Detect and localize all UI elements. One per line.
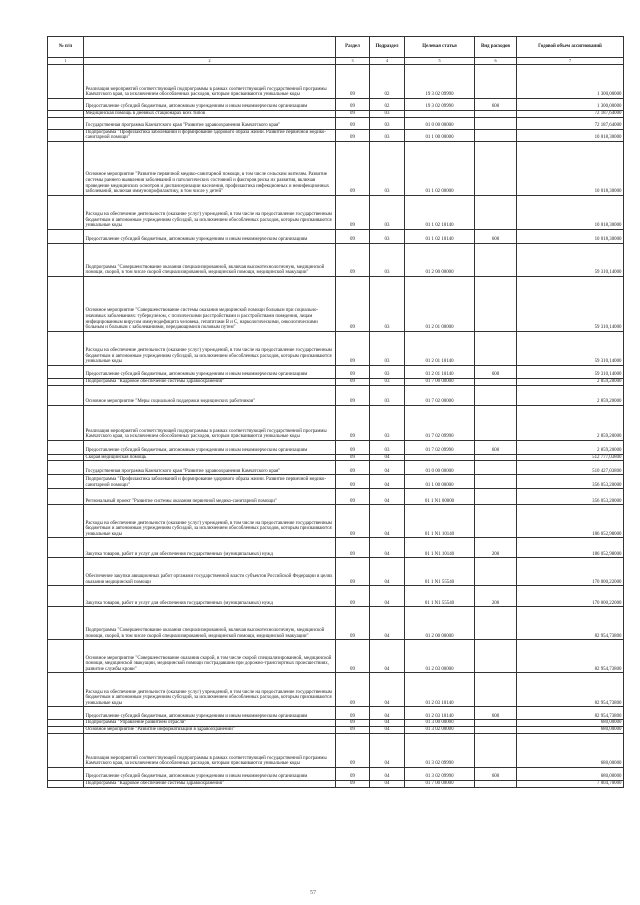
row-podrazdel-cell: 02 — [370, 99, 405, 111]
row-sum-cell: 2 859,20000 — [517, 385, 624, 405]
row-sum-cell: 72 187,64000 — [517, 117, 624, 129]
row-num-cell — [48, 733, 84, 767]
colnum-2: 2 — [84, 58, 336, 65]
row-sum-cell: 1 300,00000 — [517, 65, 624, 99]
row-podrazdel-cell: 04 — [370, 767, 405, 780]
row-sum-cell: 10 018,30000 — [517, 195, 624, 229]
row-sum-cell: 512 777,03800 — [517, 454, 624, 461]
row-statya-cell: 01 0 00 00000 — [405, 461, 475, 475]
row-name-cell: Реализация мероприятий соответствующей подпрограммы в рамках соответствующей государственной программы Камчатского края, за исключением обособленных расходов, которым присваиваются уникальные коды — [84, 65, 336, 99]
row-statya-cell: 01 1 N1 10140 — [405, 538, 475, 558]
row-name-cell: Подпрограмма "Совершенствование оказания специализированной, включая высокотехнологичную, медицинской помощи, скорой, в том числе скорой специализированной, медицинской помощи, медицинской эвакуации" — [84, 243, 336, 276]
row-statya-cell — [405, 454, 475, 461]
row-vid-cell — [475, 489, 517, 505]
row-name-cell: Государственная программа Камчатского края "Развитие здравоохранения Камчатского края" — [84, 461, 336, 475]
row-podrazdel-cell: 03 — [370, 195, 405, 229]
row-name-cell: Закупка товаров, работ и услуг для обеспечения государственных (муниципальных) нужд — [84, 538, 336, 558]
row-vid-cell — [475, 607, 517, 640]
table-row — [48, 640, 624, 673]
row-num-cell — [48, 111, 84, 118]
row-sum-cell: 7 004,70000 — [517, 780, 624, 787]
row-name-cell: Государственная программа Камчатского края "Развитие здравоохранения Камчатского края" — [84, 117, 336, 129]
row-statya-cell: 01 2 03 10140 — [405, 707, 475, 720]
row-podrazdel-cell: 04 — [370, 558, 405, 586]
header-podrazdel: Подраздел — [370, 37, 405, 58]
row-name-cell: Реализация мероприятий соответствующей подпрограммы в рамках соответствующей государственной программы Камчатского края, за исключением обособленных расходов, которым присваиваются уникальные коды — [84, 733, 336, 767]
row-name-cell: Обеспечение закупки авиационных работ органами государственной власти субъектов Российской Федерации в целях оказания медицинской помощи — [84, 558, 336, 586]
row-statya-cell: 01 1 02 10140 — [405, 195, 475, 229]
table-row — [48, 461, 624, 475]
row-name-cell: Предоставление субсидий бюджетным, автономным учреждениям и иным некоммерческим организациям — [84, 365, 336, 378]
row-podrazdel-cell: 03 — [370, 378, 405, 385]
table-row — [48, 733, 624, 767]
header-statya: Целевая статья — [405, 37, 475, 58]
table-row — [48, 129, 624, 141]
page-number: 57 — [310, 890, 316, 896]
table-row — [48, 111, 624, 118]
row-razdel-cell: 09 — [336, 65, 370, 99]
row-podrazdel-cell: 03 — [370, 440, 405, 454]
row-vid-cell — [475, 640, 517, 673]
row-vid-cell — [475, 673, 517, 707]
row-num-cell — [48, 673, 84, 707]
row-statya-cell: 01 1 N1 00000 — [405, 489, 475, 505]
row-sum-cell: 2 859,20000 — [517, 405, 624, 440]
row-podrazdel-cell: 03 — [370, 229, 405, 243]
row-num-cell — [48, 99, 84, 111]
table-row — [48, 276, 624, 331]
table-row — [48, 780, 624, 787]
row-podrazdel-cell: 04 — [370, 707, 405, 720]
row-razdel-cell: 09 — [336, 640, 370, 673]
row-vid-cell — [475, 558, 517, 586]
row-sum-cell: 680,00000 — [517, 726, 624, 733]
row-statya-cell: 01 2 03 10140 — [405, 673, 475, 707]
header-razdel: Раздел — [336, 37, 370, 58]
row-statya-cell: 01 2 03 00000 — [405, 640, 475, 673]
row-name-cell: Предоставление субсидий бюджетным, автономным учреждениям и иным некоммерческим организациям — [84, 440, 336, 454]
row-name-cell: Основное мероприятие "Развитие первичной медико-санитарной помощи, в том числе сельским жителям. Развитие системы раннего выявления заболеваний и патологических состояний и факторов риска их развития, включая проведение медицинских осмотров и диспансеризации населения, профилактика инфекционных и неинфекционных заболеваний, включая иммунопрофилактику, в том числе у детей" — [84, 141, 336, 195]
row-podrazdel-cell: 03 — [370, 141, 405, 195]
header-vid: Вид расходов — [475, 37, 517, 58]
row-vid-cell — [475, 505, 517, 538]
row-razdel-cell: 09 — [336, 673, 370, 707]
row-vid-cell: 200 — [475, 586, 517, 607]
row-razdel-cell: 09 — [336, 607, 370, 640]
row-name-cell: Подпрограмма "Кадровое обеспечение системы здравоохранения" — [84, 780, 336, 787]
row-podrazdel-cell: 03 — [370, 405, 405, 440]
row-podrazdel-cell: 04 — [370, 733, 405, 767]
table-row — [48, 454, 624, 461]
table-row — [48, 767, 624, 780]
row-num-cell — [48, 780, 84, 787]
row-razdel-cell: 09 — [336, 276, 370, 331]
row-sum-cell: 10 018,30000 — [517, 229, 624, 243]
row-statya-cell: 01 7 00 00000 — [405, 378, 475, 385]
row-podrazdel-cell: 04 — [370, 720, 405, 727]
row-razdel-cell: 09 — [336, 378, 370, 385]
row-name-cell: Расходы на обеспечение деятельности (оказание услуг) учреждений, в том числе на предоставление государственным бюджетным и автономным учреждениям субсидий, за исключением обособленных расходов, которым присваиваются уникальные коды — [84, 505, 336, 538]
row-statya-cell: 01 7 02 00000 — [405, 385, 475, 405]
row-podrazdel-cell: 04 — [370, 489, 405, 505]
row-vid-cell — [475, 726, 517, 733]
row-sum-cell: 170 000,22000 — [517, 558, 624, 586]
row-statya-cell: 01 1 N1 55540 — [405, 586, 475, 607]
row-sum-cell: 10 018,30000 — [517, 129, 624, 141]
row-razdel-cell: 09 — [336, 475, 370, 489]
table-row — [48, 586, 624, 607]
row-podrazdel-cell: 04 — [370, 586, 405, 607]
row-name-cell: Реализация мероприятий соответствующей подпрограммы в рамках соответствующей государственной программы Камчатского края, за исключением обособленных расходов, которым присваиваются уникальные коды — [84, 405, 336, 440]
table-row — [48, 365, 624, 378]
row-num-cell — [48, 378, 84, 385]
row-num-cell — [48, 707, 84, 720]
table-row — [48, 243, 624, 276]
row-statya-cell: 01 1 N1 10140 — [405, 505, 475, 538]
row-vid-cell: 600 — [475, 707, 517, 720]
row-vid-cell — [475, 720, 517, 727]
row-name-cell: Подпрограмма "Профилактика заболеваний и формирование здорового образа жизни. Развитие первичной медико-санитарной помощи" — [84, 475, 336, 489]
row-vid-cell — [475, 461, 517, 475]
row-num-cell — [48, 461, 84, 475]
row-podrazdel-cell: 02 — [370, 65, 405, 99]
row-vid-cell: 600 — [475, 99, 517, 111]
row-num-cell — [48, 331, 84, 365]
table-row — [48, 607, 624, 640]
row-sum-cell: 1 300,00000 — [517, 99, 624, 111]
row-podrazdel-cell: 04 — [370, 461, 405, 475]
row-razdel-cell: 09 — [336, 365, 370, 378]
row-num-cell — [48, 767, 84, 780]
table-row — [48, 726, 624, 733]
row-num-cell — [48, 475, 84, 489]
row-razdel-cell: 09 — [336, 99, 370, 111]
row-num-cell — [48, 276, 84, 331]
row-name-cell: Предоставление субсидий бюджетным, автономным учреждениям и иным некоммерческим организациям — [84, 99, 336, 111]
header-name — [84, 37, 336, 58]
row-podrazdel-cell: 04 — [370, 780, 405, 787]
row-vid-cell — [475, 65, 517, 99]
row-num-cell — [48, 129, 84, 141]
row-statya-cell: 01 2 01 00000 — [405, 276, 475, 331]
row-vid-cell: 600 — [475, 365, 517, 378]
table-row — [48, 229, 624, 243]
row-num-cell — [48, 229, 84, 243]
table-row — [48, 378, 624, 385]
row-sum-cell: 186 052,98000 — [517, 505, 624, 538]
table-row — [48, 405, 624, 440]
row-name-cell: Основное мероприятие "Развитие информатизации в здравоохранении" — [84, 726, 336, 733]
row-num-cell — [48, 607, 84, 640]
row-podrazdel-cell: 04 — [370, 607, 405, 640]
colnum-6: 6 — [475, 58, 517, 65]
budget-table — [47, 36, 624, 788]
row-podrazdel-cell: 04 — [370, 538, 405, 558]
row-razdel-cell: 09 — [336, 331, 370, 365]
row-sum-cell: 59 310,14000 — [517, 243, 624, 276]
table-row — [48, 538, 624, 558]
row-razdel-cell: 09 — [336, 141, 370, 195]
row-statya-cell: 01 1 02 10140 — [405, 229, 475, 243]
row-sum-cell: 2 859,20000 — [517, 440, 624, 454]
row-statya-cell: 01 7 02 09990 — [405, 440, 475, 454]
row-podrazdel-cell: 04 — [370, 475, 405, 489]
table-row — [48, 489, 624, 505]
header-row — [48, 37, 624, 58]
row-podrazdel-cell: 04 — [370, 505, 405, 538]
colnum-3: 3 — [336, 58, 370, 65]
row-num-cell — [48, 141, 84, 195]
row-razdel-cell: 09 — [336, 243, 370, 276]
table-row — [48, 475, 624, 489]
row-razdel-cell: 09 — [336, 780, 370, 787]
row-podrazdel-cell: 04 — [370, 640, 405, 673]
row-razdel-cell: 09 — [336, 586, 370, 607]
table-row — [48, 141, 624, 195]
row-razdel-cell: 09 — [336, 111, 370, 118]
table-row — [48, 385, 624, 405]
row-razdel-cell: 09 — [336, 229, 370, 243]
row-name-cell: Подпрограмма "Профилактика заболеваний и формирование здорового образа жизни. Развитие первичной медико-санитарной помощи" — [84, 129, 336, 141]
row-razdel-cell: 09 — [336, 195, 370, 229]
row-name-cell: Подпрограмма "Кадровое обеспечение системы здравоохранения" — [84, 378, 336, 385]
row-statya-cell: 01 3 02 09990 — [405, 767, 475, 780]
row-statya-cell: 01 1 00 00000 — [405, 129, 475, 141]
row-num-cell — [48, 505, 84, 538]
row-vid-cell — [475, 243, 517, 276]
row-sum-cell: 82 954,73800 — [517, 640, 624, 673]
row-vid-cell — [475, 454, 517, 461]
table-row — [48, 99, 624, 111]
row-vid-cell — [475, 733, 517, 767]
row-sum-cell: 59 310,14000 — [517, 331, 624, 365]
row-sum-cell: 2 859,20000 — [517, 378, 624, 385]
row-razdel-cell: 09 — [336, 489, 370, 505]
row-sum-cell: 680,00000 — [517, 767, 624, 780]
row-vid-cell — [475, 129, 517, 141]
row-vid-cell — [475, 117, 517, 129]
table-row — [48, 65, 624, 99]
row-razdel-cell: 09 — [336, 707, 370, 720]
row-vid-cell — [475, 475, 517, 489]
row-razdel-cell: 09 — [336, 538, 370, 558]
colnum-5: 5 — [405, 58, 475, 65]
row-num-cell — [48, 558, 84, 586]
row-name-cell: Региональный проект "Развитие системы оказания первичной медико-санитарной помощи" — [84, 489, 336, 505]
table-row — [48, 558, 624, 586]
table-row — [48, 195, 624, 229]
row-vid-cell: 600 — [475, 767, 517, 780]
row-num-cell — [48, 586, 84, 607]
row-statya-cell: 01 2 01 10140 — [405, 365, 475, 378]
row-sum-cell: 82 954,73800 — [517, 607, 624, 640]
row-name-cell: Предоставление субсидий бюджетным, автономным учреждениям и иным некоммерческим организациям — [84, 229, 336, 243]
row-statya-cell: 01 0 00 00000 — [405, 117, 475, 129]
row-num-cell — [48, 726, 84, 733]
row-podrazdel-cell: 04 — [370, 726, 405, 733]
row-vid-cell — [475, 195, 517, 229]
row-statya-cell: 19 3 02 09990 — [405, 65, 475, 99]
row-vid-cell — [475, 385, 517, 405]
row-sum-cell: 59 310,14000 — [517, 365, 624, 378]
row-podrazdel-cell: 03 — [370, 117, 405, 129]
row-statya-cell: 01 7 02 09990 — [405, 405, 475, 440]
row-name-cell: Медицинская помощь в дневных стационарах всех типов — [84, 111, 336, 118]
row-statya-cell: 01 3 02 09990 — [405, 733, 475, 767]
row-statya-cell — [405, 111, 475, 118]
row-name-cell: Расходы на обеспечение деятельности (оказание услуг) учреждений, в том числе на предоставление государственным бюджетным и автономным учреждениям субсидий, за исключением обособленных расходов, которым присваиваются уникальные коды — [84, 331, 336, 365]
row-sum-cell: 82 954,73800 — [517, 707, 624, 720]
row-num-cell — [48, 405, 84, 440]
row-vid-cell — [475, 405, 517, 440]
header-sum: Годовой объем ассигнований — [517, 37, 624, 58]
row-num-cell — [48, 385, 84, 405]
row-statya-cell: 01 1 00 00000 — [405, 475, 475, 489]
row-razdel-cell: 09 — [336, 454, 370, 461]
row-statya-cell: 01 2 01 10140 — [405, 331, 475, 365]
row-razdel-cell: 09 — [336, 726, 370, 733]
row-razdel-cell: 09 — [336, 558, 370, 586]
row-name-cell: Подпрограмма "Управление развитием отрасли" — [84, 720, 336, 727]
table-row — [48, 673, 624, 707]
row-sum-cell: 680,00000 — [517, 733, 624, 767]
row-razdel-cell: 09 — [336, 505, 370, 538]
row-num-cell — [48, 365, 84, 378]
row-razdel-cell: 09 — [336, 385, 370, 405]
row-podrazdel-cell: 03 — [370, 385, 405, 405]
row-podrazdel-cell: 03 — [370, 243, 405, 276]
row-sum-cell: 510 427,03800 — [517, 461, 624, 475]
row-num-cell — [48, 117, 84, 129]
row-razdel-cell: 09 — [336, 117, 370, 129]
colnum-1: 1 — [48, 58, 84, 65]
row-statya-cell: 19 3 02 09990 — [405, 99, 475, 111]
row-name-cell: Закупка товаров, работ и услуг для обеспечения государственных (муниципальных) нужд — [84, 586, 336, 607]
row-vid-cell — [475, 141, 517, 195]
row-podrazdel-cell: 03 — [370, 111, 405, 118]
row-name-cell: Основное мероприятие "Совершенствование системы оказания медицинской помощи больным при социально-значимых заболеваниях: туберкулезом, с психическими расстройствами и расстройствами поведения, лицам инфицированным вирусом иммунодефицита человека, гепатитами B и C, наркологическими, онкологическими больным и больным с заболеваниями, передающимися половым путем" — [84, 276, 336, 331]
row-num-cell — [48, 640, 84, 673]
row-statya-cell: 01 7 00 00000 — [405, 780, 475, 787]
row-name-cell: Скорая медицинская помощь — [84, 454, 336, 461]
row-razdel-cell: 09 — [336, 461, 370, 475]
row-vid-cell — [475, 276, 517, 331]
row-razdel-cell: 09 — [336, 440, 370, 454]
row-podrazdel-cell: 03 — [370, 276, 405, 331]
row-sum-cell: 356 053,20000 — [517, 489, 624, 505]
table-row — [48, 505, 624, 538]
row-sum-cell: 59 310,14000 — [517, 276, 624, 331]
row-sum-cell: 186 052,98000 — [517, 538, 624, 558]
row-num-cell — [48, 195, 84, 229]
row-statya-cell: 01 3 00 00000 — [405, 720, 475, 727]
row-num-cell — [48, 538, 84, 558]
row-vid-cell: 200 — [475, 538, 517, 558]
row-num-cell — [48, 489, 84, 505]
row-statya-cell: 01 1 N1 55540 — [405, 558, 475, 586]
row-name-cell: Расходы на обеспечение деятельности (оказание услуг) учреждений, в том числе на предоставление государственным бюджетным и автономным учреждениям субсидий, за исключением обособленных расходов, которым присваиваются уникальные коды — [84, 673, 336, 707]
row-num-cell — [48, 454, 84, 461]
row-statya-cell: 01 1 02 00000 — [405, 141, 475, 195]
row-sum-cell: 82 954,73800 — [517, 673, 624, 707]
row-name-cell: Расходы на обеспечение деятельности (оказание услуг) учреждений, в том числе на предоставление государственным бюджетным и автономным учреждениям субсидий, за исключением обособленных расходов, которым присваиваются уникальные коды — [84, 195, 336, 229]
row-name-cell: Подпрограмма "Совершенствование оказания специализированной, включая высокотехнологичную, медицинской помощи, скорой, в том числе скорой специализированной, медицинской помощи, медицинской эвакуации" — [84, 607, 336, 640]
table-row — [48, 117, 624, 129]
row-razdel-cell: 09 — [336, 720, 370, 727]
row-sum-cell: 72 187,64000 — [517, 111, 624, 118]
row-sum-cell: 356 053,20000 — [517, 475, 624, 489]
row-name-cell: Предоставление субсидий бюджетным, автономным учреждениям и иным некоммерческим организациям — [84, 707, 336, 720]
row-sum-cell: 10 018,30000 — [517, 141, 624, 195]
row-sum-cell: 170 000,22000 — [517, 586, 624, 607]
row-razdel-cell: 09 — [336, 405, 370, 440]
table-row — [48, 440, 624, 454]
row-sum-cell: 680,00000 — [517, 720, 624, 727]
row-vid-cell: 600 — [475, 229, 517, 243]
row-podrazdel-cell: 04 — [370, 454, 405, 461]
row-num-cell — [48, 720, 84, 727]
row-name-cell: Предоставление субсидий бюджетным, автономным учреждениям и иным некоммерческим организациям — [84, 767, 336, 780]
row-vid-cell — [475, 331, 517, 365]
row-statya-cell: 01 2 00 00000 — [405, 607, 475, 640]
header-num: № п/п — [48, 37, 84, 58]
row-statya-cell: 01 3 02 00000 — [405, 726, 475, 733]
row-name-cell: Основное мероприятие "Совершенствование оказания скорой, в том числе скорой специализированной, медицинской помощи, медицинской эвакуации, медицинской помощи пострадавшим при дорожно-транспортных происшествиях, развитие службы крови" — [84, 640, 336, 673]
table-body — [48, 65, 624, 788]
row-num-cell — [48, 65, 84, 99]
colnum-4: 4 — [370, 58, 405, 65]
budget-table-sheet — [47, 36, 623, 788]
row-num-cell — [48, 243, 84, 276]
row-razdel-cell: 09 — [336, 767, 370, 780]
row-num-cell — [48, 440, 84, 454]
row-podrazdel-cell: 03 — [370, 331, 405, 365]
row-vid-cell: 600 — [475, 440, 517, 454]
row-podrazdel-cell: 03 — [370, 365, 405, 378]
table-row — [48, 720, 624, 727]
row-podrazdel-cell: 04 — [370, 673, 405, 707]
row-vid-cell — [475, 378, 517, 385]
colnum-7: 7 — [517, 58, 624, 65]
row-razdel-cell: 09 — [336, 129, 370, 141]
row-vid-cell — [475, 111, 517, 118]
row-name-cell: Основное мероприятие "Меры социальной поддержки медицинских работников" — [84, 385, 336, 405]
table-row — [48, 331, 624, 365]
row-razdel-cell: 09 — [336, 733, 370, 767]
row-podrazdel-cell: 03 — [370, 129, 405, 141]
table-row — [48, 707, 624, 720]
column-number-row — [48, 58, 624, 65]
row-vid-cell — [475, 780, 517, 787]
row-statya-cell: 01 2 00 00000 — [405, 243, 475, 276]
